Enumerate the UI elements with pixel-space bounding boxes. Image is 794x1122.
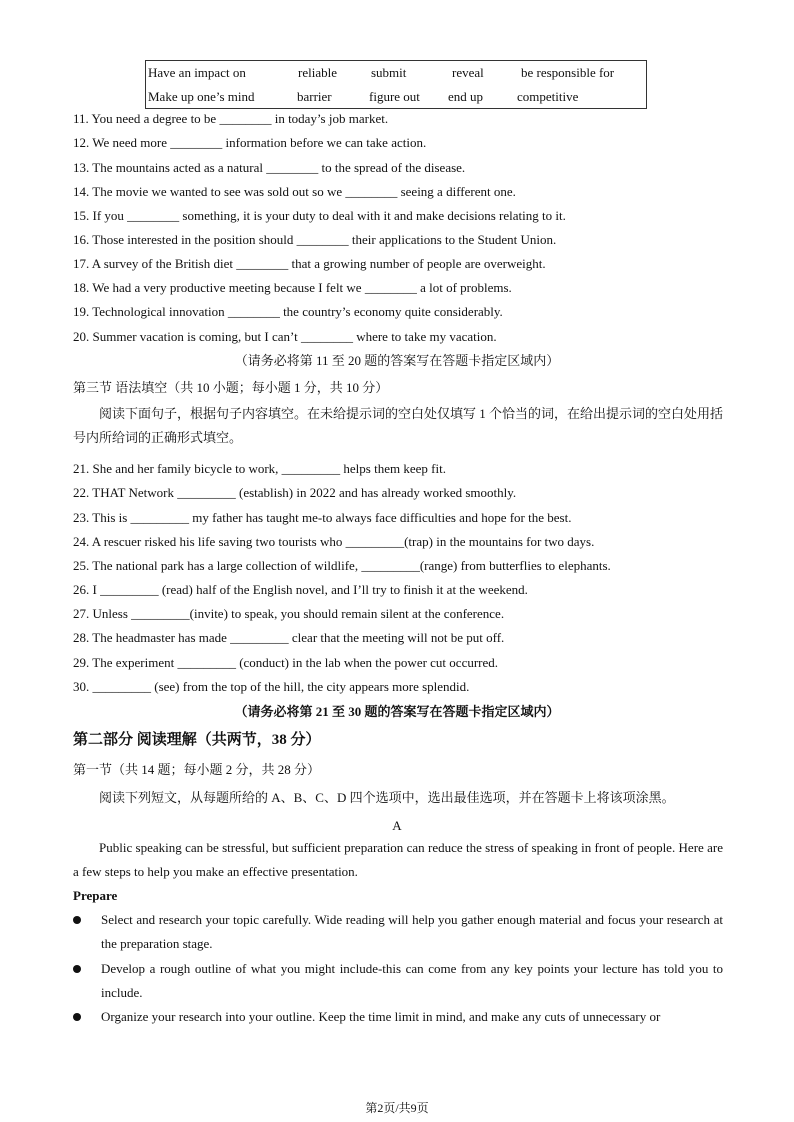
passage-letter: A [392,818,402,833]
question-item: 15. If you ________ something, it is your duty to deal with it and make decisions relating to it. [73,208,566,223]
bullet-text: Select and research your topic carefully. Wide reading will help you gather enough material and focus your research at the preparation stage. [101,912,723,951]
section-instructions: 阅读下面句子，根据句子内容填空。在未给提示词的空白处仅填写 1 个恰当的词，在给出提示词的空白处用括号内所给词的正确形式填空。 [73,406,724,445]
answer-sheet-note: （请务必将第 11 至 20 题的答案写在答题卡指定区域内） [234,353,560,368]
word-bank-item: barrier [297,89,332,104]
question-item: 22. THAT Network _________ (establish) in 2022 and has already worked smoothly. [73,485,517,500]
question-item: 29. The experiment _________ (conduct) in the lab when the power cut occurred. [73,655,499,670]
question-item: 23. This is _________ my father has taught me-to always face difficulties and hope for the best. [73,510,572,525]
bullet-item [73,957,723,1005]
bullet-text: Organize your research into your outline. Keep the time limit in mind, and make any cuts of unnecessary or [101,1009,661,1024]
bullet-icon [73,965,81,973]
part-title: 第二部分 阅读理解（共两节，38 分） [73,732,321,748]
passage-intro: Public speaking can be stressful, but sufficient preparation can reduce the stress of speaking in front of people. Here are a few steps to help you make an effective presentation. [73,840,723,879]
question-item: 30. _________ (see) from the top of the hill, the city appears more splendid. [73,679,470,694]
word-bank-item: competitive [517,89,579,104]
bullet-item [73,908,723,956]
word-bank-row [146,85,646,109]
question-item: 21. She and her family bicycle to work, _________ helps them keep fit. [73,461,446,476]
section-title: 第三节 语法填空（共 10 小题；每小题 1 分，共 10 分） [73,380,389,395]
section-instructions: 阅读下列短文，从每题所给的 A、B、C、D 四个选项中，选出最佳选项，并在答题卡上将该项涂黑。 [99,790,675,805]
question-item: 19. Technological innovation ________ the country’s economy quite considerably. [73,304,503,319]
question-item: 18. We had a very productive meeting because I felt we ________ a lot of problems. [73,280,512,295]
question-item: 11. You need a degree to be ________ in today’s job market. [73,111,389,126]
answer-sheet-note: （请务必将第 21 至 30 题的答案写在答题卡指定区域内） [234,704,560,719]
word-bank-row [146,61,646,85]
page-number: 第2页/共9页 [365,1101,429,1115]
question-item: 26. I _________ (read) half of the English novel, and I’ll try to finish it at the weekend. [73,582,528,597]
question-item: 12. We need more ________ information before we can take action. [73,135,427,150]
question-item: 16. Those interested in the position should ________ their applications to the Student Union. [73,232,557,247]
section-title: 第一节（共 14 题；每小题 2 分，共 28 分） [73,762,321,777]
question-item: 28. The headmaster has made _________ clear that the meeting will not be put off. [73,630,505,645]
bullet-icon [73,1013,81,1021]
subheading: Prepare [73,888,118,903]
question-item: 17. A survey of the British diet ________ that a growing number of people are overweight. [73,256,546,271]
question-item: 27. Unless _________(invite) to speak, you should remain silent at the conference. [73,606,505,621]
question-item: 13. The mountains acted as a natural ________ to the spread of the disease. [73,160,466,175]
question-item: 24. A rescuer risked his life saving two tourists who _________(trap) in the mountains for two days. [73,534,595,549]
word-bank-item: reveal [452,65,484,80]
bullet-icon [73,916,81,924]
word-bank-item: reliable [298,65,337,80]
word-bank-item: submit [371,65,407,80]
word-bank-item: Make up one’s mind [148,89,255,104]
word-bank-item: Have an impact on [148,65,246,80]
bullet-item [73,1005,723,1029]
word-bank-item: figure out [369,89,420,104]
word-bank-item: end up [448,89,484,104]
word-bank-box [145,60,647,109]
question-item: 25. The national park has a large collection of wildlife, _________(range) from butterflies to elephants. [73,558,611,573]
question-item: 20. Summer vacation is coming, but I can’t ________ where to take my vacation. [73,329,497,344]
word-bank-item: be responsible for [521,65,615,80]
bullet-text: Develop a rough outline of what you might include-this can come from any key points your lecture has told you to include. [101,961,723,1000]
question-item: 14. The movie we wanted to see was sold out so we ________ seeing a different one. [73,184,516,199]
